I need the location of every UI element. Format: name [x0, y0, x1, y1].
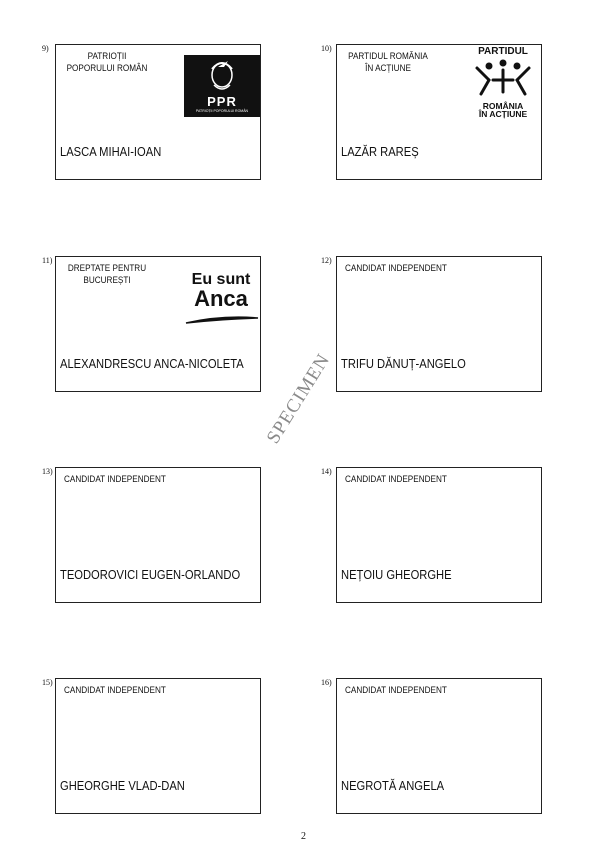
ballot-box-9[interactable]	[55, 44, 261, 180]
eu-sunt-anca-logo	[182, 271, 260, 327]
ballot-box-13[interactable]	[55, 467, 261, 603]
party-name: CANDIDAT INDEPENDENT	[345, 263, 447, 274]
party-name: CANDIDAT INDEPENDENT	[64, 474, 166, 485]
pra-logo-bottom: ROMÂNIA ÎN ACȚIUNE	[478, 101, 528, 119]
swoosh-underline-icon	[182, 315, 260, 325]
page-number: 2	[301, 831, 306, 842]
ppr-logo-text: PPR	[207, 94, 237, 109]
entry-number: 14)	[321, 467, 332, 476]
candidate-name: GHEORGHE VLAD-DAN	[60, 778, 185, 793]
entry-number: 15)	[42, 678, 53, 687]
candidate-name: NEGROTĂ ANGELA	[341, 778, 445, 793]
entry-number: 11)	[42, 256, 53, 265]
entry-number: 12)	[321, 256, 332, 265]
candidate-name: LAZĂR RAREȘ	[341, 144, 419, 159]
ballot-box-11[interactable]	[55, 256, 261, 392]
ballot-box-14[interactable]	[336, 467, 542, 603]
party-name: CANDIDAT INDEPENDENT	[345, 474, 447, 485]
ballot-box-12[interactable]	[336, 256, 542, 392]
party-name: PARTIDUL ROMÂNIA ÎN ACȚIUNE	[348, 51, 428, 74]
party-name: CANDIDAT INDEPENDENT	[345, 685, 447, 696]
candidate-name: TEODOROVICI EUGEN-ORLANDO	[60, 567, 241, 582]
candidate-name: LASCA MIHAI-IOAN	[60, 144, 162, 159]
romania-in-actiune-logo	[467, 46, 539, 122]
candidate-name: NEȚOIU GHEORGHE	[341, 567, 452, 582]
entry-number: 9)	[42, 44, 49, 53]
ppr-logo	[184, 55, 260, 117]
pra-logo-top: PARTIDUL	[478, 46, 528, 57]
ballot-box-15[interactable]	[55, 678, 261, 814]
ballot-box-16[interactable]	[336, 678, 542, 814]
specimen-watermark: SPECIMEN	[262, 349, 335, 448]
party-name: PATRIOȚII POPORULUI ROMÂN	[66, 51, 148, 74]
entry-number: 13)	[42, 467, 53, 476]
entry-number: 10)	[321, 44, 332, 53]
party-name: DREPTATE PENTRU BUCUREȘTI	[67, 263, 147, 286]
party-name: CANDIDAT INDEPENDENT	[64, 685, 166, 696]
candidate-name: ALEXANDRESCU ANCA-NICOLETA	[60, 356, 244, 371]
people-figures-icon	[467, 58, 539, 104]
ballot-box-10[interactable]	[336, 44, 542, 180]
candidate-name: TRIFU DĂNUȚ-ANGELO	[341, 356, 466, 371]
entry-number: 16)	[321, 678, 332, 687]
anca-logo-line1: Eu sunt	[191, 271, 251, 288]
anca-logo-line2: Anca	[194, 286, 248, 311]
ppr-logo-subtext: PATRIOȚII POPORULUI ROMÂN	[195, 109, 249, 113]
